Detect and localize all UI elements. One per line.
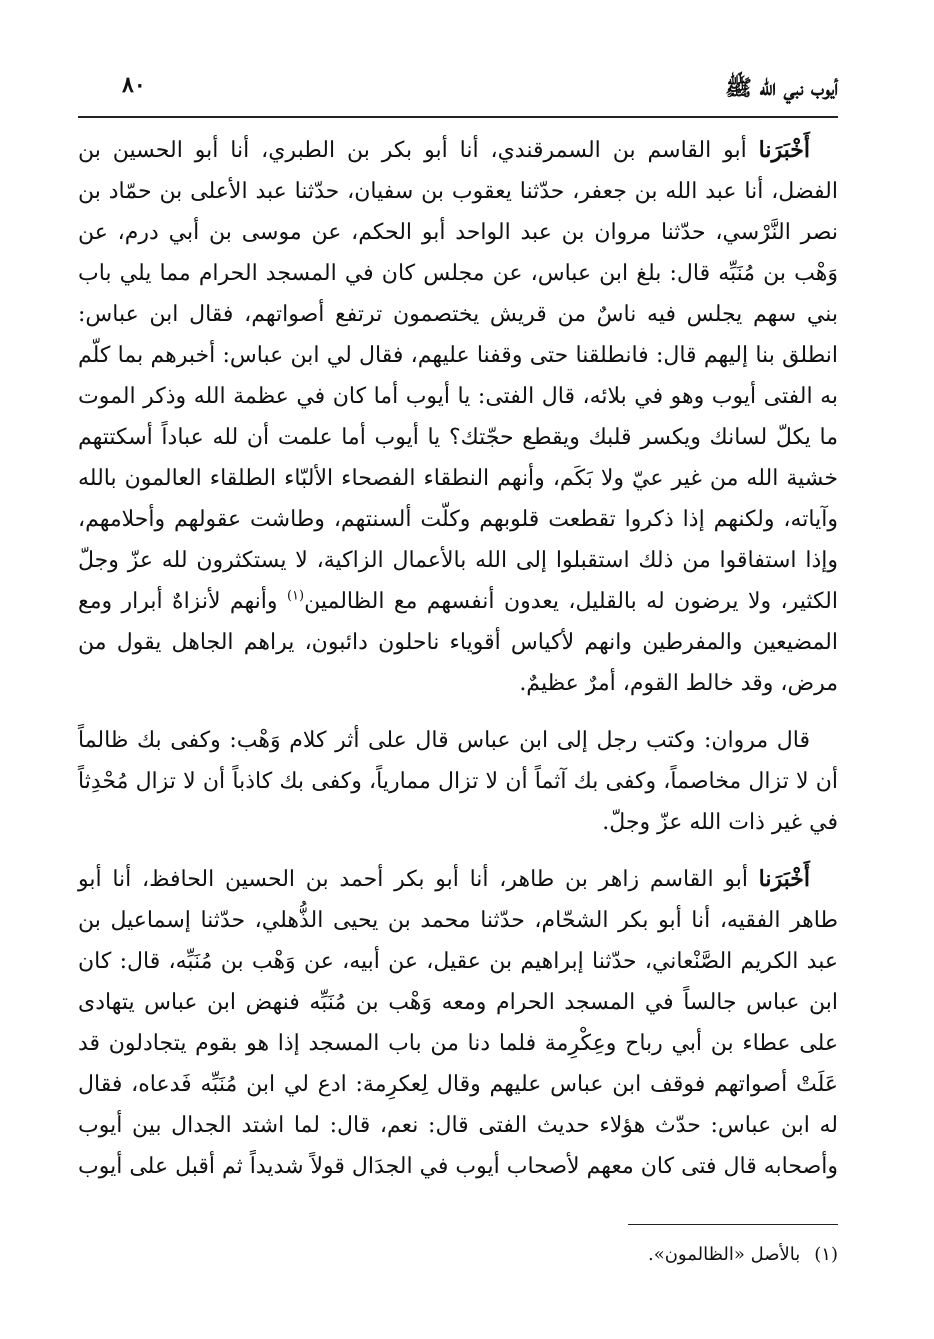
- footnote-number: (١): [814, 1244, 838, 1265]
- paragraph-lead-word: أَخْبَرَنا: [758, 137, 810, 163]
- page-header: [78, 66, 838, 114]
- paragraph-text: أبو القاسم بن السمرقندي، أنا أبو بكر بن الطبري، أنا أبو الحسين بن الفضل، أنا عبد الله بن جعفر، حدّثنا يعقوب بن سفيان، حدّثنا عبد الأعلى بن حمّاد بن نصر النَّرْسي، حدّثنا مروان بن عبد الواحد أبو الحكم، عن موسى بن أبي درم، عن وَهْب بن مُنَبِّه قال: بلغ ابن عباس، عن مجلس كان في المسجد الحرام مما يلي باب بني سهم يجلس فيه ناسٌ من قريش يختصمون ترتفع أصواتهم، فقال ابن عباس: انطلق بنا إليهم قال: فانطلقنا حتى وقفنا عليهم، فقال لي ابن عباس: أخبرهم بما كلّم به الفتى أيوب وهو في بلائه، قال الفتى: يا أيوب أما كان في عظمة الله وذكر الموت ما يكلّ لسانك ويكسر قلبك ويقطع حجّتك؟ يا أيوب أما علمت أن لله عباداً أسكتتهم خشية الله من غير عيّ ولا بَكَم، وأنهم النطقاء الفصحاء الألبّاء الطلقاء العالمون بالله وآياته، ولكنهم إذا ذكروا تقطعت قلوبهم وكلّت ألسنتهم، وطاشت عقولهم وأحلامهم، وإذا استفاقوا من ذلك استقبلوا إلى الله بالأعمال الزاكية، لا يستكثرون لله عزّ وجلّ الكثير، ولا يرضون له بالقليل، يعدون أنفسهم مع الظالمين: [78, 138, 839, 614]
- page-number: ٨٠: [122, 72, 146, 98]
- footnote-divider: [628, 1224, 838, 1225]
- paragraph-2: [78, 720, 838, 843]
- footnote: [98, 1240, 838, 1270]
- paragraph-text: أبو القاسم زاهر بن طاهر، أنا أبو بكر أحمد بن الحسين الحافظ، أنا أبو طاهر الفقيه، أنا أبو بكر الشحّام، حدّثنا محمد بن يحيى الذُّهلي، حدّثنا إسماعيل بن عبد الكريم الصَّنْعاني، حدّثنا إبراهيم بن عقيل، عن أبيه، عن وَهْب بن مُنَبِّه، قال: كان ابن عباس جالساً في المسجد الحرام ومعه وَهْب بن مُنَبِّه فنهض ابن عباس يتهادى على عطاء بن أبي رباح وعِكْرِمة فلما دنا من باب المسجد إذا هو بقوم يتجادلون قد عَلَتْ أصواتهم فوقف ابن عباس عليهم وقال لِعكرِمة: ادع لي ابن مُنَبِّه فَدعاه، فقال له ابن عباس: حدّث هؤلاء حديث الفتى قال: نعم، قال: لما اشتد الجدال بين أيوب وأصحابه قال فتى كان معهم لأصحاب أيوب في الجدَال قولاً شديداً ثم أقبل على أيوب: [78, 867, 838, 1179]
- header-divider: [78, 116, 838, 118]
- paragraph-text: قال مروان: وكتب رجل إلى ابن عباس قال على أثر كلام وَهْب: وكفى بك ظالماً أن لا تزال مخاصماً، وكفى بك آثماً أن لا تزال ممارياً، وكفى بك كاذباً أن لا تزال مُحْدِثاً في غير ذات الله عزّ وجلّ.: [78, 728, 838, 835]
- paragraph-lead-word: أَخْبَرَنا: [758, 866, 810, 892]
- footnote-text: بالأصل «الظالمون».: [647, 1244, 801, 1265]
- paragraph-3: [78, 859, 838, 1187]
- paragraph-1: [78, 130, 838, 704]
- footnote-reference: (١): [286, 588, 305, 604]
- running-title: أيوب نبي الله ﷺ: [725, 75, 838, 101]
- paragraph-text-continued: وأنهم لأنزاهٌ أبرار ومع المضيعين والمفرطين وانهم لأكياس أقوياء ناحلون دائبون، يراهم الجاهل يقول من مرض، وقد خالط القوم، أمرٌ عظيمٌ.: [78, 589, 838, 696]
- main-text: [78, 130, 838, 1203]
